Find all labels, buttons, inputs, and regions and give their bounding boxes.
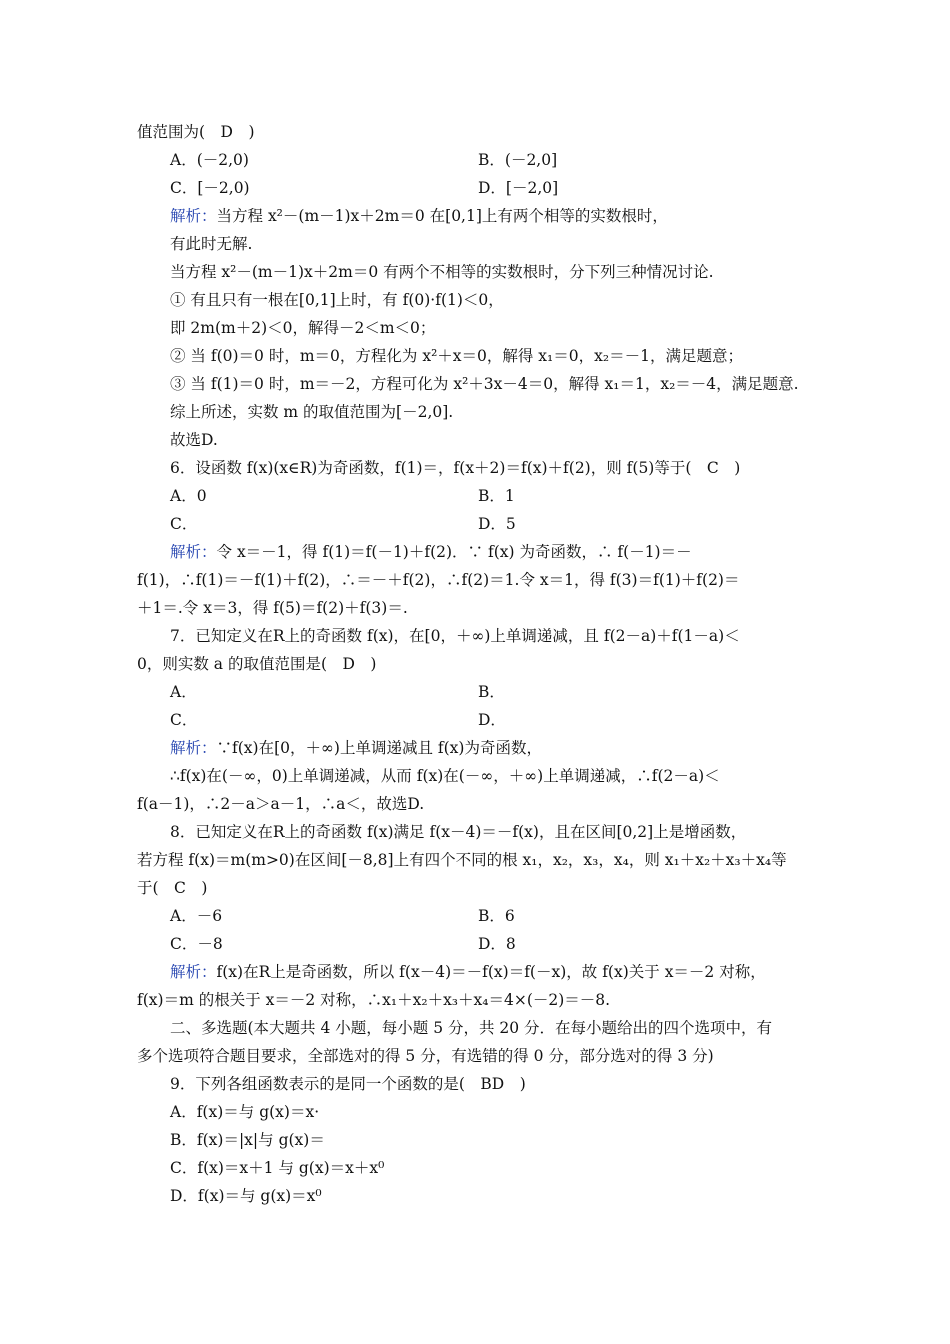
line-text: 6．设函数 f(x)(x∈R)为奇函数，f(1)＝，f(x＋2)＝f(x)＋f(2)，则 f(5)等于( C ): [170, 459, 741, 477]
text-line: [478, 178, 558, 198]
text-line: [170, 822, 746, 842]
text-line: [170, 962, 766, 982]
text-line: [478, 486, 515, 506]
line-text: f(x)＝m 的根关于 x＝－2 对称，∴x₁＋x₂＋x₃＋x₄＝4×(－2)＝－8.: [137, 991, 611, 1009]
line-text: ③ 当 f(1)＝0 时，m＝－2，方程可化为 x²＋3x－4＝0，解得 x₁＝1，x₂＝－4，满足题意.: [170, 375, 799, 393]
text-line: [170, 738, 542, 758]
line-text: ① 有且只有一根在[0,1]上时，有 f(0)·f(1)＜0，: [170, 291, 504, 309]
line-text: f(a－1)，∴2－a＞a－1，∴a＜，故选D.: [137, 795, 425, 813]
line-text: 多个选项符合题目要求，全部选对的得 5 分，有选错的得 0 分，部分选对的得 3 分): [137, 1047, 714, 1065]
line-text: 令 x＝－1，得 f(1)＝f(－1)＋f(2)．∵ f(x) 为奇函数，∴ f(－1)＝－: [216, 543, 692, 561]
line-text: 有此时无解.: [170, 235, 253, 253]
text-line: [137, 598, 408, 618]
text-line: [170, 1130, 325, 1150]
text-line: [170, 234, 252, 254]
line-text: D．5: [478, 515, 516, 533]
text-line: [137, 1046, 714, 1066]
text-line: [170, 318, 435, 338]
line-text: C．f(x)＝x＋1 与 g(x)＝x＋x⁰: [170, 1159, 385, 1177]
text-line: [170, 486, 207, 506]
text-line: [170, 626, 740, 646]
text-line: [478, 150, 557, 170]
text-line: [170, 766, 720, 786]
line-text: B．(－2,0]: [478, 151, 558, 169]
text-line: [170, 906, 222, 926]
line-text: D．[－2,0]: [478, 179, 559, 197]
line-text: C．: [170, 515, 198, 533]
line-text: C．[－2,0): [170, 179, 250, 197]
text-line: [137, 122, 255, 142]
text-line: [137, 654, 376, 674]
line-text: A．0: [170, 487, 207, 505]
text-line: [170, 290, 504, 310]
analysis-label: 解析：: [170, 207, 217, 225]
text-line: [170, 150, 249, 170]
line-text: C．－8: [170, 935, 223, 953]
text-line: [137, 794, 424, 814]
text-line: [478, 682, 505, 702]
line-text: B．f(x)＝|x|与 g(x)＝: [170, 1131, 325, 1149]
line-text: 故选D.: [170, 431, 218, 449]
text-line: [170, 710, 197, 730]
line-text: ＋1＝.令 x＝3，得 f(5)＝f(2)＋f(3)＝.: [137, 599, 408, 617]
text-line: [170, 1074, 526, 1094]
text-line: [170, 402, 453, 422]
analysis-label: 解析：: [170, 739, 217, 757]
analysis-label: 解析：: [170, 543, 217, 561]
text-line: [170, 1018, 772, 1038]
text-line: [478, 514, 516, 534]
line-text: A．f(x)＝与 g(x)＝x·: [170, 1103, 320, 1121]
text-line: [170, 1186, 322, 1206]
text-line: [478, 710, 506, 730]
text-line: [137, 850, 787, 870]
line-text: f(1)，∴f(1)＝－f(1)＋f(2)，∴＝－＋f(2)，∴f(2)＝1.令 x＝1，得 f(3)＝f(1)＋f(2)＝: [137, 571, 740, 589]
line-text: ∴f(x)在(－∞，0)上单调递减，从而 f(x)在(－∞，＋∞)上单调递减，∴f(2－a)＜: [170, 767, 720, 785]
line-text: 当方程 x²－(m－1)x＋2m＝0 在[0,1]上有两个相等的实数根时，: [216, 207, 668, 225]
line-text: 综上所述，实数 m 的取值范围为[－2,0].: [170, 403, 454, 421]
line-text: 值范围为( D ): [137, 123, 255, 141]
text-line: [170, 514, 197, 534]
text-line: [170, 374, 799, 394]
text-line: [170, 262, 714, 282]
line-text: f(x)在R上是奇函数，所以 f(x－4)＝－f(x)＝f(－x)，故 f(x)关于 x＝－2 对称，: [216, 963, 766, 981]
line-text: D．8: [478, 935, 516, 953]
line-text: 0，则实数 a 的取值范围是( D ): [137, 655, 377, 673]
text-line: [478, 934, 516, 954]
text-line: [170, 934, 223, 954]
line-text: 7．已知定义在R上的奇函数 f(x)，在[0，＋∞)上单调递减，且 f(2－a)＋f(1－a)＜: [170, 627, 740, 645]
line-text: 当方程 x²－(m－1)x＋2m＝0 有两个不相等的实数根时，分下列三种情况讨论.: [170, 263, 714, 281]
line-text: C．: [170, 711, 198, 729]
line-text: 8．已知定义在R上的奇函数 f(x)满足 f(x－4)＝－f(x)，且在区间[0,2]上是增函数，: [170, 823, 747, 841]
text-line: [170, 206, 668, 226]
text-line: [170, 458, 740, 478]
line-text: A．(－2,0): [170, 151, 249, 169]
line-text: A．: [170, 683, 197, 701]
line-text: 即 2m(m＋2)＜0，解得－2＜m＜0；: [170, 319, 436, 337]
line-text: B．1: [478, 487, 515, 505]
text-line: [137, 570, 739, 590]
line-text: A．－6: [170, 907, 223, 925]
line-text: 若方程 f(x)＝m(m>0)在区间[－8,8]上有四个不同的根 x₁，x₂，x₃，x₄，则 x₁＋x₂＋x₃＋x₄等: [137, 851, 787, 869]
text-line: [137, 878, 207, 898]
text-line: [170, 346, 743, 366]
line-text: ② 当 f(0)＝0 时，m＝0，方程化为 x²＋x＝0，解得 x₁＝0，x₂＝－1，满足题意；: [170, 347, 743, 365]
line-text: 于( C ): [137, 879, 208, 897]
text-line: [170, 178, 250, 198]
analysis-label: 解析：: [170, 963, 217, 981]
line-text: D．f(x)＝与 g(x)＝x⁰: [170, 1187, 322, 1205]
line-text: ∵f(x)在[0，＋∞)上单调递减且 f(x)为奇函数，: [216, 739, 542, 757]
text-line: [170, 1158, 384, 1178]
text-line: [170, 542, 692, 562]
text-line: [170, 1102, 319, 1122]
line-text: B．: [478, 683, 505, 701]
line-text: B．6: [478, 907, 515, 925]
line-text: 二、多选题(本大题共 4 小题，每小题 5 分，共 20 分．在每小题给出的四个选项中，有: [170, 1019, 773, 1037]
text-line: [170, 682, 197, 702]
text-line: [478, 906, 515, 926]
line-text: 9．下列各组函数表示的是同一个函数的是( BD ): [170, 1075, 526, 1093]
line-text: D．: [478, 711, 506, 729]
text-line: [137, 990, 610, 1010]
text-line: [170, 430, 218, 450]
